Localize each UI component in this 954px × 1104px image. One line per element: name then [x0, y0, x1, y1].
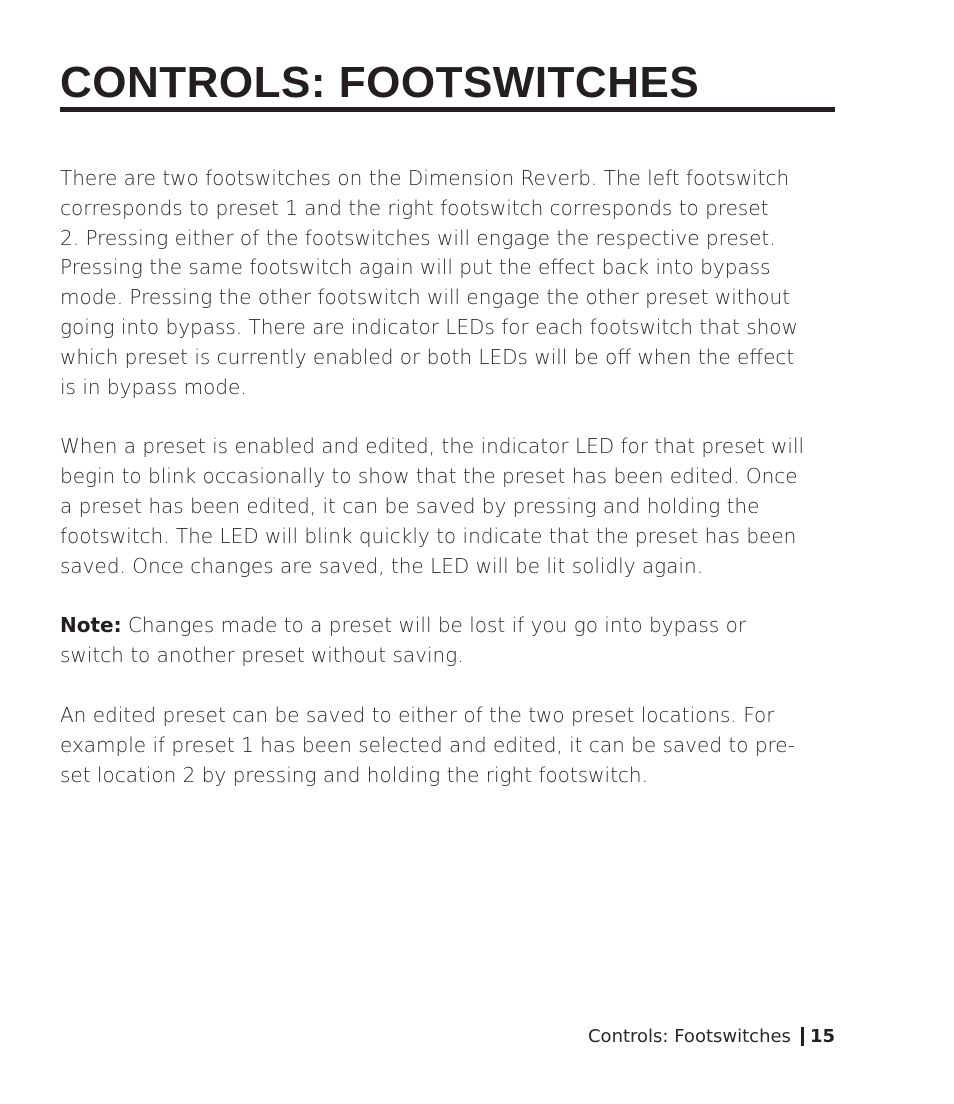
note-paragraph: [60, 611, 835, 671]
paragraph-preset-editing: When a preset is enabled and edited, the indicator LED for that preset will begin to blink occasionally to show that the preset has been edited. Once a preset has been edited, it can be saved by pressing and holding the footswitch. The LED will blink quickly to indicate that the preset has been saved. Once changes are saved, the LED will be lit solidly again.: [60, 434, 805, 578]
paragraph-footswitch-overview: There are two footswitches on the Dimension Reverb. The left footswitch corresponds to preset 1 and the right footswitch corresponds to preset 2. Pressing either of the footswitches will engage the respective preset. Pressing the same footswitch again will put the effect back into bypass mode. Pressing the other footswitch will engage the other preset without going into bypass. There are indicator LEDs for each footswitch that show which preset is currently enabled or both LEDs will be off when the effect is in bypass mode.: [60, 166, 798, 399]
manual-page: [60, 0, 835, 1104]
page-footer: [588, 1024, 835, 1048]
note-label: Note:: [60, 613, 122, 638]
note-text: Changes made to a preset will be lost if you go into bypass or switch to another preset without saving.: [60, 613, 747, 668]
title-underline: [60, 107, 835, 112]
footer-divider: [801, 1027, 804, 1046]
page-number: 15: [809, 1025, 835, 1047]
footer-section-title: Controls: Footswitches: [587, 1025, 791, 1047]
body-content: [60, 164, 835, 820]
paragraph-preset-locations: An edited preset can be saved to either of the two preset locations. For example if preset 1 has been selected and edited, it can be saved to pre- set location 2 by pressing and holding the right footswitch.: [60, 702, 795, 787]
page-title: CONTROLS: FOOTSWITCHES: [60, 58, 700, 107]
